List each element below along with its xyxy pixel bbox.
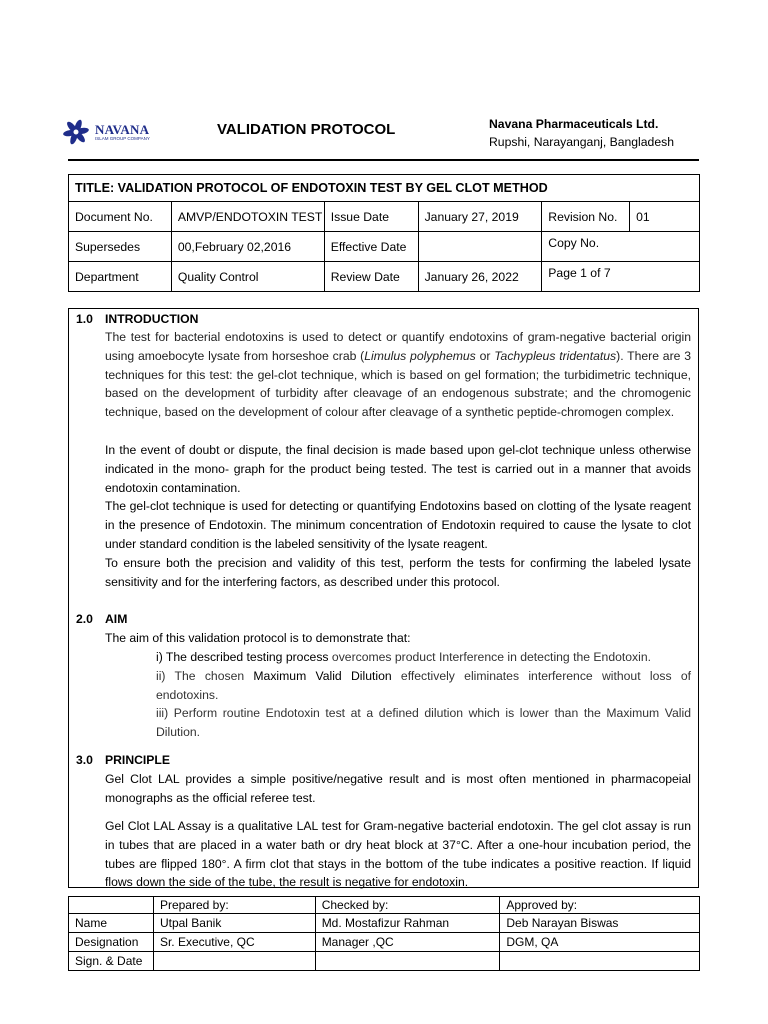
issue-date-value: January 27, 2019: [418, 202, 542, 232]
issue-date-label: Issue Date: [324, 202, 418, 232]
company-block: [489, 115, 674, 151]
intro-paragraph-1: [105, 328, 691, 422]
section-number: 1.0: [76, 312, 93, 326]
flower-logo-icon: [56, 118, 96, 148]
protocol-body: [68, 308, 699, 888]
section-title: PRINCIPLE: [105, 753, 171, 767]
effective-date-value: [418, 232, 542, 262]
checked-sign: [315, 952, 500, 971]
intro-paragraph-3: The gel-clot technique is used for detecting or quantifying Endotoxins based on clotting of the lysate reagent in the presence of Endotoxin. The minimum concentration of Endotoxin required to cause the lysate to clot under standard condition is the labeled sensitivity of the lysate reagent.: [105, 499, 691, 551]
prepared-sign: [153, 952, 315, 971]
review-date-label: Review Date: [324, 262, 418, 292]
prepared-designation: Sr. Executive, QC: [153, 933, 315, 952]
revision-label: Revision No.: [542, 202, 630, 232]
name-label: Name: [69, 914, 154, 933]
approved-designation: DGM, QA: [500, 933, 700, 952]
signature-table: [68, 896, 700, 971]
approved-by-header: Approved by:: [500, 897, 700, 914]
text-run: or: [475, 348, 495, 363]
supersedes-label: Supersedes: [69, 232, 172, 262]
header-divider: [68, 159, 699, 161]
text-run: ii) The chosen: [156, 669, 254, 683]
department-value: Quality Control: [171, 262, 324, 292]
text-run: effectively eliminates interference without loss of endotoxins.: [156, 669, 691, 702]
text-run: overcomes product Interference in detecting the Endotoxin.: [328, 650, 652, 664]
aim-item-3: iii) Perform routine Endotoxin test at a defined dilution which is lower than the Maximum Valid Dilution.: [156, 706, 691, 739]
text-run: i) The described testing process: [156, 650, 329, 664]
text-run: ). There are 3 techniques for this test: the gel-clot technique, which is based on gel formation; the turbidimetric technique, based on the development of turbidity after cleavage of an endogenous substrate; and the chromogenic technique, based on the development of colour after cleavage of a synthetic peptide-chromogen complex.: [105, 348, 692, 420]
protocol-title: TITLE: VALIDATION PROTOCOL OF ENDOTOXIN TEST BY GEL CLOT METHOD: [69, 175, 700, 202]
copy-no-label: Copy No.: [542, 232, 700, 262]
intro-paragraph-4: To ensure both the precision and validity of this test, perform the tests for confirming the labeled lysate sensitivity and for the interfering factors, as described under this protocol.: [105, 556, 691, 589]
sign-date-label: Sign. & Date: [69, 952, 154, 971]
doc-no-label: Document No.: [69, 202, 172, 232]
logo-subtext: ISLAM GROUP COMPANY: [95, 136, 150, 141]
company-address: Rupshi, Narayanganj, Bangladesh: [489, 135, 674, 149]
supersedes-value: 00,February 02,2016: [171, 232, 324, 262]
text-run: Maximum Valid Dilution: [253, 669, 392, 683]
principle-paragraph-1: Gel Clot LAL provides a simple positive/negative result and is most often mentioned in pharmacopeial monographs as the official referee test.: [105, 772, 691, 805]
checked-designation: Manager ,QC: [315, 933, 500, 952]
text-run: The test for bacterial endotoxins is used to detect or quantify endotoxins of gram-negative bacterial origin using amoebocyte lysate from horseshoe crab (: [105, 330, 691, 363]
section-number: 2.0: [76, 612, 93, 626]
approved-name: Deb Narayan Biswas: [500, 914, 700, 933]
company-logo: [56, 118, 152, 152]
aim-item-2: [156, 667, 691, 705]
section-3-heading: [76, 753, 170, 767]
intro-paragraph-2: In the event of doubt or dispute, the final decision is made based upon gel-clot technique unless otherwise indicated in the mono- graph for the product being tested. The test is carried out in a manner that avoids endotoxin contamination.: [105, 443, 691, 495]
checked-by-header: Checked by:: [315, 897, 500, 914]
section-title: INTRODUCTION: [105, 312, 199, 326]
empty-cell: [69, 897, 154, 914]
approved-sign: [500, 952, 700, 971]
designation-label: Designation: [69, 933, 154, 952]
prepared-name: Utpal Banik: [153, 914, 315, 933]
section-number: 3.0: [76, 753, 93, 767]
prepared-by-header: Prepared by:: [153, 897, 315, 914]
species-name: Tachypleus tridentatus: [494, 348, 617, 363]
document-info-table: [68, 174, 700, 292]
section-title: AIM: [105, 612, 128, 626]
revision-value: 01: [630, 202, 700, 232]
page-number: Page 1 of 7: [542, 262, 700, 292]
effective-date-label: Effective Date: [324, 232, 418, 262]
document-title: VALIDATION PROTOCOL: [217, 121, 396, 138]
aim-item-1: [156, 648, 691, 667]
review-date-value: January 26, 2022: [418, 262, 542, 292]
aim-intro: The aim of this validation protocol is to demonstrate that:: [105, 631, 411, 645]
principle-paragraph-2: Gel Clot LAL Assay is a qualitative LAL test for Gram-negative bacterial endotoxin. The gel clot assay is run in tubes that are placed in a water bath or dry heat block at 37°C. After a one-hour incubation period, the tubes are flipped 180°. A firm clot that stays in the bottom of the tube indicates a positive reaction. If liquid flows down the side of the tube, the result is negative for endotoxin.: [105, 819, 691, 890]
department-label: Department: [69, 262, 172, 292]
logo-text: NAVANA: [95, 122, 150, 137]
doc-no-value: AMVP/ENDOTOXIN TEST: [171, 202, 324, 232]
species-name: Limulus polyphemus: [364, 348, 476, 363]
checked-name: Md. Mostafizur Rahman: [315, 914, 500, 933]
company-name: Navana Pharmaceuticals Ltd.: [489, 117, 659, 131]
section-1-heading: [76, 312, 198, 326]
section-2-heading: [76, 612, 127, 626]
